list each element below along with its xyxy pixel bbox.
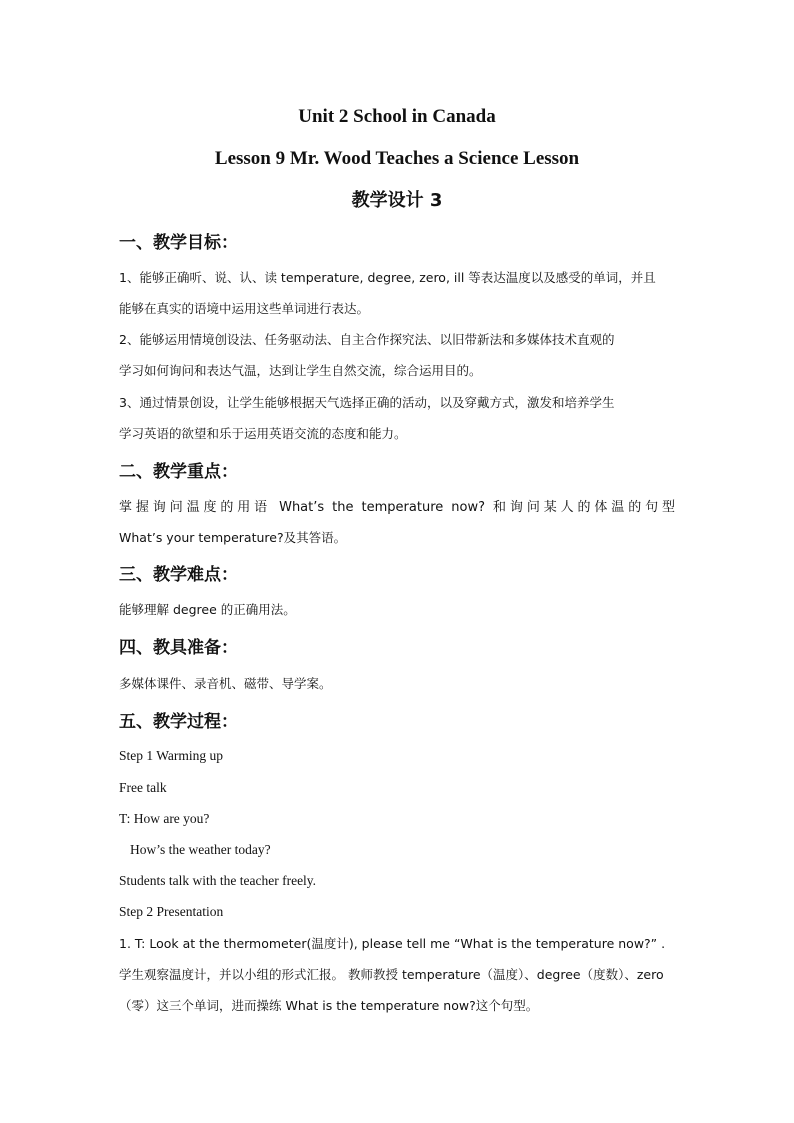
section-heading-difficulties: 三、教学难点： <box>119 565 238 585</box>
document-title: Unit 2 School in Canada <box>298 106 496 127</box>
section-heading-key-points: 二、教学重点： <box>119 462 238 482</box>
key-points-line-2: What’s your temperature?及其答语。 <box>119 530 347 545</box>
section-heading-materials: 四、教具准备： <box>119 638 238 658</box>
objective-2-line-2: 学习如何询问和表达气温，达到让学生自然交流，综合运用目的。 <box>119 363 482 378</box>
design-title: 教学设计 3 <box>351 190 443 211</box>
presentation-point-1: 1. T: Look at the thermometer(温度计), please tell me “What is the temperature now?” . <box>119 936 666 951</box>
step-2-label: Step 2 Presentation <box>119 904 224 919</box>
objective-2-line-1: 2、能够运用情境创设法、任务驱动法、自主合作探究法、以旧带新法和多媒体技术直观的 <box>119 332 615 347</box>
step-1-label: Step 1 Warming up <box>119 748 224 763</box>
teacher-question-2: How’s the weather today? <box>130 842 271 857</box>
objective-3-line-2: 学习英语的欲望和乐于运用英语交流的态度和能力。 <box>119 426 407 441</box>
presentation-point-1-desc-line-2: （零）这三个单词，进而操练 What is the temperature now?这个句型。 <box>119 998 539 1013</box>
objective-1-line-1: 1、能够正确听、说、认、读 temperature, degree, zero, ill 等表达温度以及感受的单词，并且 <box>119 270 656 285</box>
students-talk-line: Students talk with the teacher freely. <box>119 873 317 888</box>
section-heading-objectives: 一、教学目标： <box>119 233 238 253</box>
difficulties-line-1: 能够理解 degree 的正确用法。 <box>119 602 296 617</box>
presentation-point-1-desc-line-1: 学生观察温度计，并以小组的形式汇报。 教师教授 temperature（温度）、degree（度数）、zero <box>119 967 664 982</box>
objective-3-line-1: 3、通过情景创设，让学生能够根据天气选择正确的活动，以及穿戴方式，激发和培养学生 <box>119 395 615 410</box>
teacher-question-1: T: How are you? <box>119 811 210 826</box>
free-talk-label: Free talk <box>119 780 167 795</box>
lesson-title: Lesson 9 Mr. Wood Teaches a Science Lesson <box>214 148 580 169</box>
key-points-line-1: 掌握询问温度的用语 What’s the temperature now? 和询问某人的体温的句型 <box>119 500 675 515</box>
materials-line-1: 多媒体课件、录音机、磁带、导学案。 <box>119 676 332 691</box>
objective-1-line-2: 能够在真实的语境中运用这些单词进行表达。 <box>119 301 370 316</box>
section-heading-process: 五、教学过程： <box>119 712 238 732</box>
